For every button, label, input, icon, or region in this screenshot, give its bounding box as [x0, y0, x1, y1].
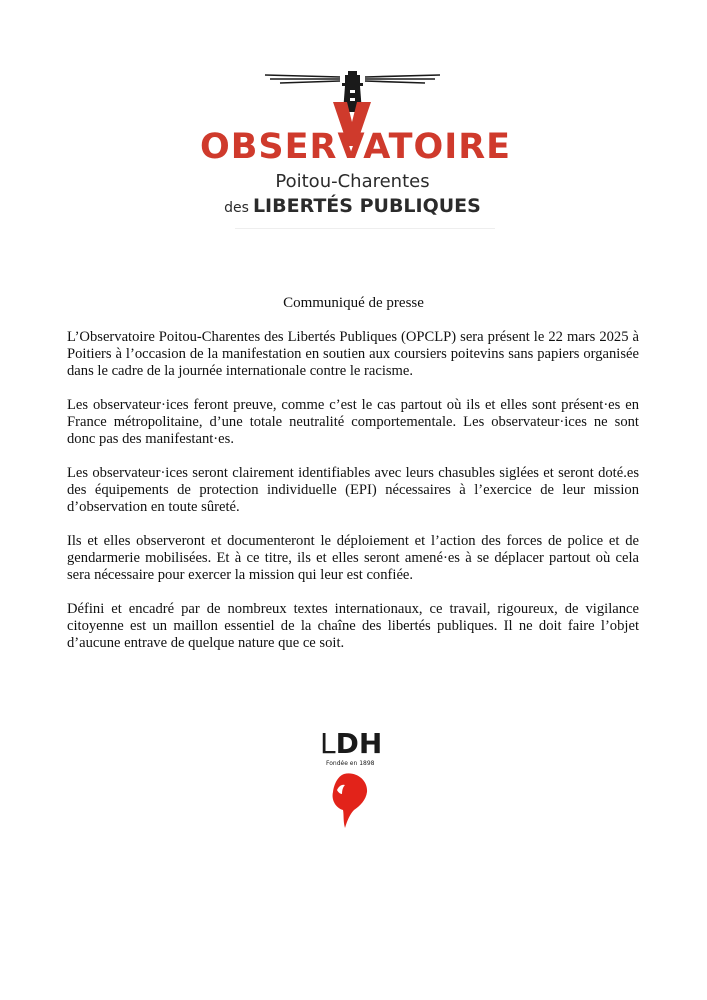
logo-tagline	[200, 195, 505, 217]
paragraph: Défini et encadré par de nombreux textes internationaux, ce travail, rigoureux, de vigilance citoyenne est un maillon essentiel de la chaîne des libertés publiques. Il ne doit faire l’objet d’aucune entrave de quelque nature que ce soit.	[67, 601, 639, 651]
observatoire-logo	[200, 68, 512, 233]
logo-title: OBSERVATOIRE	[200, 127, 512, 167]
paragraph: L’Observatoire Poitou-Charentes des Libertés Publiques (OPCLP) sera présent le 22 mars 2025 à Poitiers à l’occasion de la manifestation en soutien aux coursiers poitevins sans papiers organisée dans le cadre de la journée internationale contre le racisme.	[67, 329, 639, 379]
paragraph: Les observateur·ices feront preuve, comme c’est le cas partout où ils et elles sont présent·es en France métropolitaine, d’une totale neutralité comportementale. Les observateur·ices ne sont donc pas des manifestant·es.	[67, 397, 639, 447]
logo-divider	[235, 228, 495, 229]
phrygian-cap-icon	[330, 772, 372, 830]
ldh-letters-dh: DH	[335, 727, 383, 760]
paragraph: Les observateur·ices seront clairement identifiables avec leurs chasubles siglées et seront doté.es des équipements de protection individuelle (EPI) nécessaires à l’exercice de leur mission d’observation en toute sûreté.	[67, 465, 639, 515]
page-title: Communiqué de presse	[283, 295, 424, 311]
press-release-body	[67, 329, 639, 669]
ldh-letters	[320, 727, 383, 760]
paragraph: Ils et elles observeront et documenteront le déploiement et l’action des forces de police et de gendarmerie mobilisées. Et à ce titre, ils et elles seront amené·es à se déplacer partout où cela sera nécessaire pour exercer la mission qui leur est confiée.	[67, 533, 639, 583]
ldh-founded: Fondée en 1898	[326, 760, 375, 767]
logo-tagline-big: LIBERTÉS PUBLIQUES	[252, 195, 481, 217]
ldh-logo	[315, 727, 395, 835]
logo-tagline-small: des	[224, 200, 249, 216]
logo-subtitle: Poitou-Charentes	[275, 171, 430, 192]
ldh-letter-l: L	[320, 727, 336, 760]
